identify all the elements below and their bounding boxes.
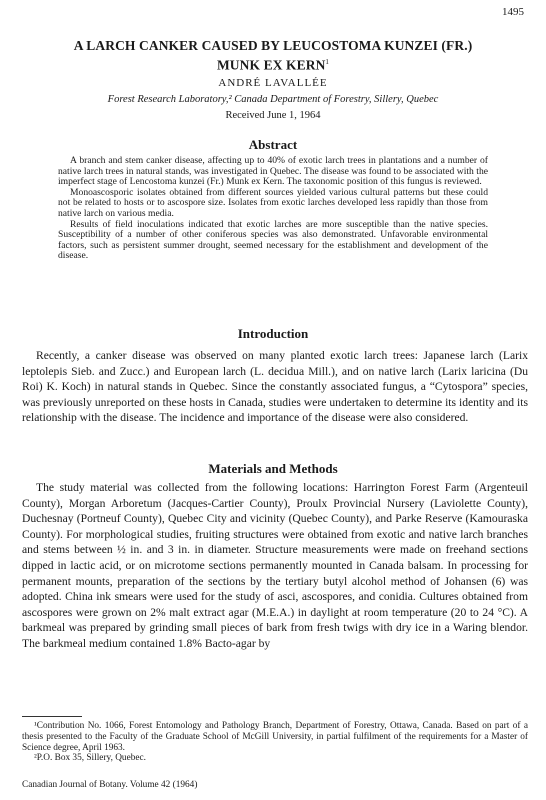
received-date: Received June 1, 1964 (225, 110, 321, 121)
paper-title (20, 38, 526, 74)
methods-heading: Materials and Methods (208, 461, 338, 476)
journal-citation: Canadian Journal of Botany. Volume 42 (1964) (22, 780, 198, 790)
abstract-paragraph-3: Results of field inoculations indicated that exotic larches are more susceptible than the native species. Susceptibility of a number of other coniferous species was also demonstrated. Unfavorable environmental factors, such as persistent summer drought, seemed necessary for the establishment and development of the disease. (58, 218, 488, 262)
abstract-body (58, 156, 488, 262)
title-line-1: A LARCH CANKER CAUSED BY LEUCOSTOMA KUNZEI (FR.) (73, 38, 473, 53)
affiliation: Forest Research Laboratory,² Canada Department of Forestry, Sillery, Quebec (107, 94, 439, 105)
methods-paragraph: The study material was collected from the following locations: Harrington Forest Farm (Argenteuil County), Morgan Arboretum (Jacques-Cartier County), Proulx Provincial Nursery (Laviolette County), Duchesnay (Portneuf County), Quebec City and vicinity (Quebec County), and Parke Reserve (Kamouraska County). For morphological studies, fruiting structures were obtained from exotic and native larch branches and stems between ½ in. and 3 in. in diameter. Structure measurements were made on freehand sections dipped in lactic acid, or on microtome sections permanently mounted in Canada balsam. In processing for permanent mounts, preparation of the sections by the tertiary butyl alcohol method of Johansen (6) was adopted. China ink smears were used for the study of asci, ascospores, and conidia. Cultures obtained from ascospores were grown on 2% malt extract agar (M.E.A.) in daylight at room temperature (20 to 24 °C). A barkmeal was prepared by grinding small pieces of bark from fresh twigs with dry ice in a Waring blendor. The barkmeal medium contained 1.8% Bacto-agar by (22, 481, 528, 650)
introduction-paragraph: Recently, a canker disease was observed on many planted exotic larch trees: Japanese larch (Larix leptolepis Sieb. and Zucc.) and European larch (L. decidua Mill.), and on native larch (Larix laricina (Du Roi) K. Koch) in natural stands in Quebec. Since the constantly associated fungus, a “Cytospora” species, was previously unreported on these hosts in Canada, studies were undertaken to determine its identity and its relationship with the disease. The incidence and importance of the disease were also considered. (22, 349, 528, 425)
title-footnote-mark: 1 (325, 58, 330, 66)
footnote-2: ²P.O. Box 35, Sillery, Quebec. (34, 753, 146, 764)
introduction-body (22, 348, 528, 426)
methods-body (22, 480, 528, 652)
title-line-2: MUNK EX KERN (216, 57, 326, 73)
footnote-divider (22, 716, 82, 717)
footnotes (22, 721, 528, 764)
abstract-paragraph-2: Monoascosporic isolates obtained from different sources yielded various cultural patterns but these could not be related to hosts or to ascospore size. Isolates from exotic larches developed less rapidly than those from native larch on various media. (58, 186, 488, 219)
abstract-heading: Abstract (248, 137, 298, 152)
page-number: 1495 (502, 6, 524, 18)
footnote-1: ¹Contribution No. 1066, Forest Entomology and Pathology Branch, Department of Forestry, Ottawa, Canada. Based on part of a thesis presented to the Faculty of the Graduate School of McGill University, in partial fulfilment of the requirements for a Master of Science degree, April 1963. (22, 721, 528, 753)
abstract-paragraph-1: A branch and stem canker disease, affecting up to 40% of exotic larch trees in plantations and a number of native larch trees in natural stands, was investigated in Quebec. The disease was found to be associated with the imperfect stage of Lencostoma kunzei (Fr.) Munk ex Kern. The taxonomic position of this fungus is reviewed. (58, 155, 488, 188)
introduction-heading: Introduction (237, 326, 309, 341)
author-name: ANDRÉ LAVALLÉE (218, 77, 328, 89)
